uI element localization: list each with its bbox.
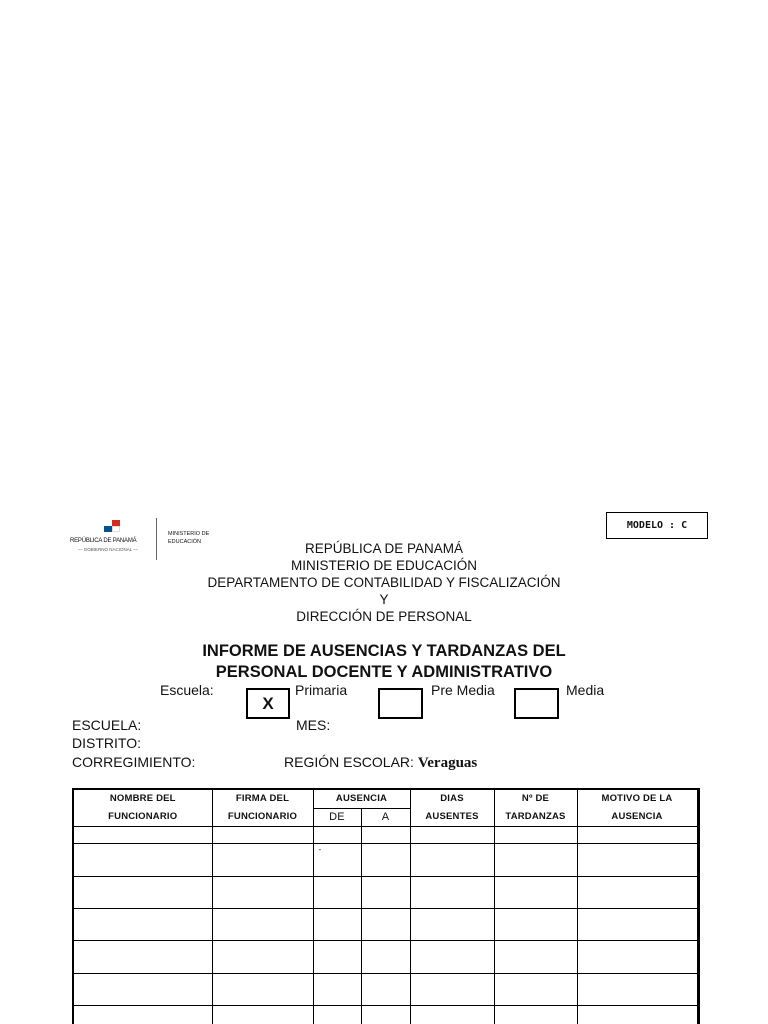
header-ministry: MINISTERIO DE EDUCACIÓN xyxy=(290,558,477,573)
table-cell[interactable] xyxy=(494,827,577,844)
pre-media-label: Pre Media xyxy=(431,682,495,698)
col-header-motivo-line1: MOTIVO DE LA xyxy=(601,793,673,804)
table-cell[interactable] xyxy=(410,1006,494,1024)
table-row xyxy=(73,844,698,877)
table-cell[interactable] xyxy=(410,877,494,909)
table-cell[interactable] xyxy=(577,827,698,844)
col-header-nombre xyxy=(73,789,212,827)
media-checkbox[interactable] xyxy=(514,688,559,719)
table-cell[interactable] xyxy=(313,877,361,909)
col-header-de: DE xyxy=(313,809,361,827)
table-cell[interactable] xyxy=(494,974,577,1006)
logo-country-text: REPÚBLICA DE PANAMÁ xyxy=(70,538,137,544)
region-field-value: Veraguas xyxy=(417,755,478,771)
table-cell[interactable] xyxy=(410,844,494,877)
table-cell[interactable] xyxy=(212,1006,313,1024)
col-header-a: A xyxy=(361,809,410,827)
table-cell[interactable] xyxy=(494,909,577,941)
table-cell[interactable] xyxy=(313,827,361,844)
report-title xyxy=(130,641,638,683)
table-cell[interactable] xyxy=(73,974,212,1006)
table-cell[interactable] xyxy=(577,974,698,1006)
distrito-field-label: DISTRITO: xyxy=(72,735,141,751)
report-title-line1: INFORME DE AUSENCIAS Y TARDANZAS DEL xyxy=(202,642,566,660)
table-row xyxy=(73,877,698,909)
table-cell[interactable] xyxy=(313,844,361,877)
table-cell[interactable] xyxy=(410,974,494,1006)
logo-subline-text: — GOBIERNO NACIONAL — xyxy=(78,547,138,552)
table-cell[interactable] xyxy=(361,827,410,844)
table-cell[interactable] xyxy=(410,827,494,844)
col-header-dias-line1: DIAS xyxy=(440,793,464,804)
table-cell[interactable] xyxy=(313,974,361,1006)
table-cell[interactable] xyxy=(212,877,313,909)
col-header-tardanzas-line2: TARDANZAS xyxy=(505,811,566,822)
table-cell[interactable] xyxy=(410,941,494,974)
header-department: DEPARTAMENTO DE CONTABILIDAD Y FISCALIZACIÓN xyxy=(207,575,561,590)
table-cell[interactable] xyxy=(361,909,410,941)
table-cell[interactable] xyxy=(361,844,410,877)
escuela-type-label: Escuela: xyxy=(160,682,214,698)
table-cell[interactable] xyxy=(577,844,698,877)
col-header-firma xyxy=(212,789,313,827)
table-cell[interactable] xyxy=(361,974,410,1006)
col-header-nombre-line1: NOMBRE DEL xyxy=(109,793,176,804)
document-header xyxy=(150,540,618,625)
table-cell[interactable] xyxy=(313,909,361,941)
primaria-checkbox[interactable]: X xyxy=(246,688,290,719)
pre-media-checkbox[interactable] xyxy=(378,688,423,719)
table-cell[interactable] xyxy=(577,877,698,909)
table-row xyxy=(73,827,698,844)
table-row xyxy=(73,941,698,974)
table-cell[interactable] xyxy=(494,844,577,877)
table-cell[interactable] xyxy=(577,941,698,974)
panama-flag-icon xyxy=(104,520,120,532)
table-cell[interactable] xyxy=(410,909,494,941)
region-field-label: REGIÓN ESCOLAR: xyxy=(284,754,414,770)
table-cell[interactable] xyxy=(73,877,212,909)
table-row xyxy=(73,974,698,1006)
col-header-nombre-line2: FUNCIONARIO xyxy=(108,811,178,822)
header-direction: DIRECCIÓN DE PERSONAL xyxy=(296,609,472,624)
table-cell[interactable] xyxy=(494,941,577,974)
col-header-tardanzas xyxy=(494,789,577,827)
primaria-label: Primaria xyxy=(295,682,348,698)
table-cell[interactable] xyxy=(212,974,313,1006)
table-row xyxy=(73,1006,698,1024)
col-header-dias-line2: AUSENTES xyxy=(425,811,479,822)
table-cell[interactable] xyxy=(313,1006,361,1024)
table-cell[interactable] xyxy=(361,877,410,909)
col-header-firma-line2: FUNCIONARIO xyxy=(227,811,298,822)
table-cell[interactable] xyxy=(73,909,212,941)
table-cell[interactable] xyxy=(212,941,313,974)
modelo-badge: MODELO : C xyxy=(606,512,708,539)
table-cell[interactable] xyxy=(73,1006,212,1024)
col-header-dias xyxy=(410,789,494,827)
report-title-line2: PERSONAL DOCENTE Y ADMINISTRATIVO xyxy=(215,663,553,681)
table-cell[interactable] xyxy=(494,1006,577,1024)
table-cell[interactable] xyxy=(212,844,313,877)
table-cell[interactable] xyxy=(73,827,212,844)
header-conjunction: Y xyxy=(379,592,389,607)
table-cell[interactable] xyxy=(212,827,313,844)
media-label: Media xyxy=(566,682,605,698)
table-cell[interactable] xyxy=(73,844,212,877)
escuela-field-label: ESCUELA: xyxy=(72,717,142,733)
mes-field-label: MES: xyxy=(296,717,331,733)
table-row xyxy=(73,909,698,941)
table-cell[interactable] xyxy=(361,941,410,974)
table-cell[interactable] xyxy=(577,909,698,941)
region-field xyxy=(284,754,477,772)
table-cell[interactable] xyxy=(212,909,313,941)
header-republic: REPÚBLICA DE PANAMÁ xyxy=(304,541,464,556)
col-header-motivo-line2: AUSENCIA xyxy=(611,811,663,822)
table-cell[interactable] xyxy=(494,877,577,909)
col-header-ausencia: AUSENCIA xyxy=(313,789,410,809)
corregimiento-field-label: CORREGIMIENTO: xyxy=(72,754,196,770)
table-cell[interactable] xyxy=(577,1006,698,1024)
logo-ministry-line2: EDUCACIÓN xyxy=(168,539,202,545)
col-header-firma-line1: FIRMA DEL xyxy=(235,793,290,804)
table-cell[interactable] xyxy=(73,941,212,974)
col-header-tardanzas-line1: Nº DE xyxy=(521,793,550,804)
col-header-motivo xyxy=(577,789,698,827)
logo-ministry-line1: MINISTERIO DE xyxy=(168,531,210,537)
table-cell[interactable] xyxy=(313,941,361,974)
table-cell[interactable] xyxy=(361,1006,410,1024)
stray-mark: - xyxy=(318,845,322,854)
absence-table xyxy=(72,788,700,1024)
